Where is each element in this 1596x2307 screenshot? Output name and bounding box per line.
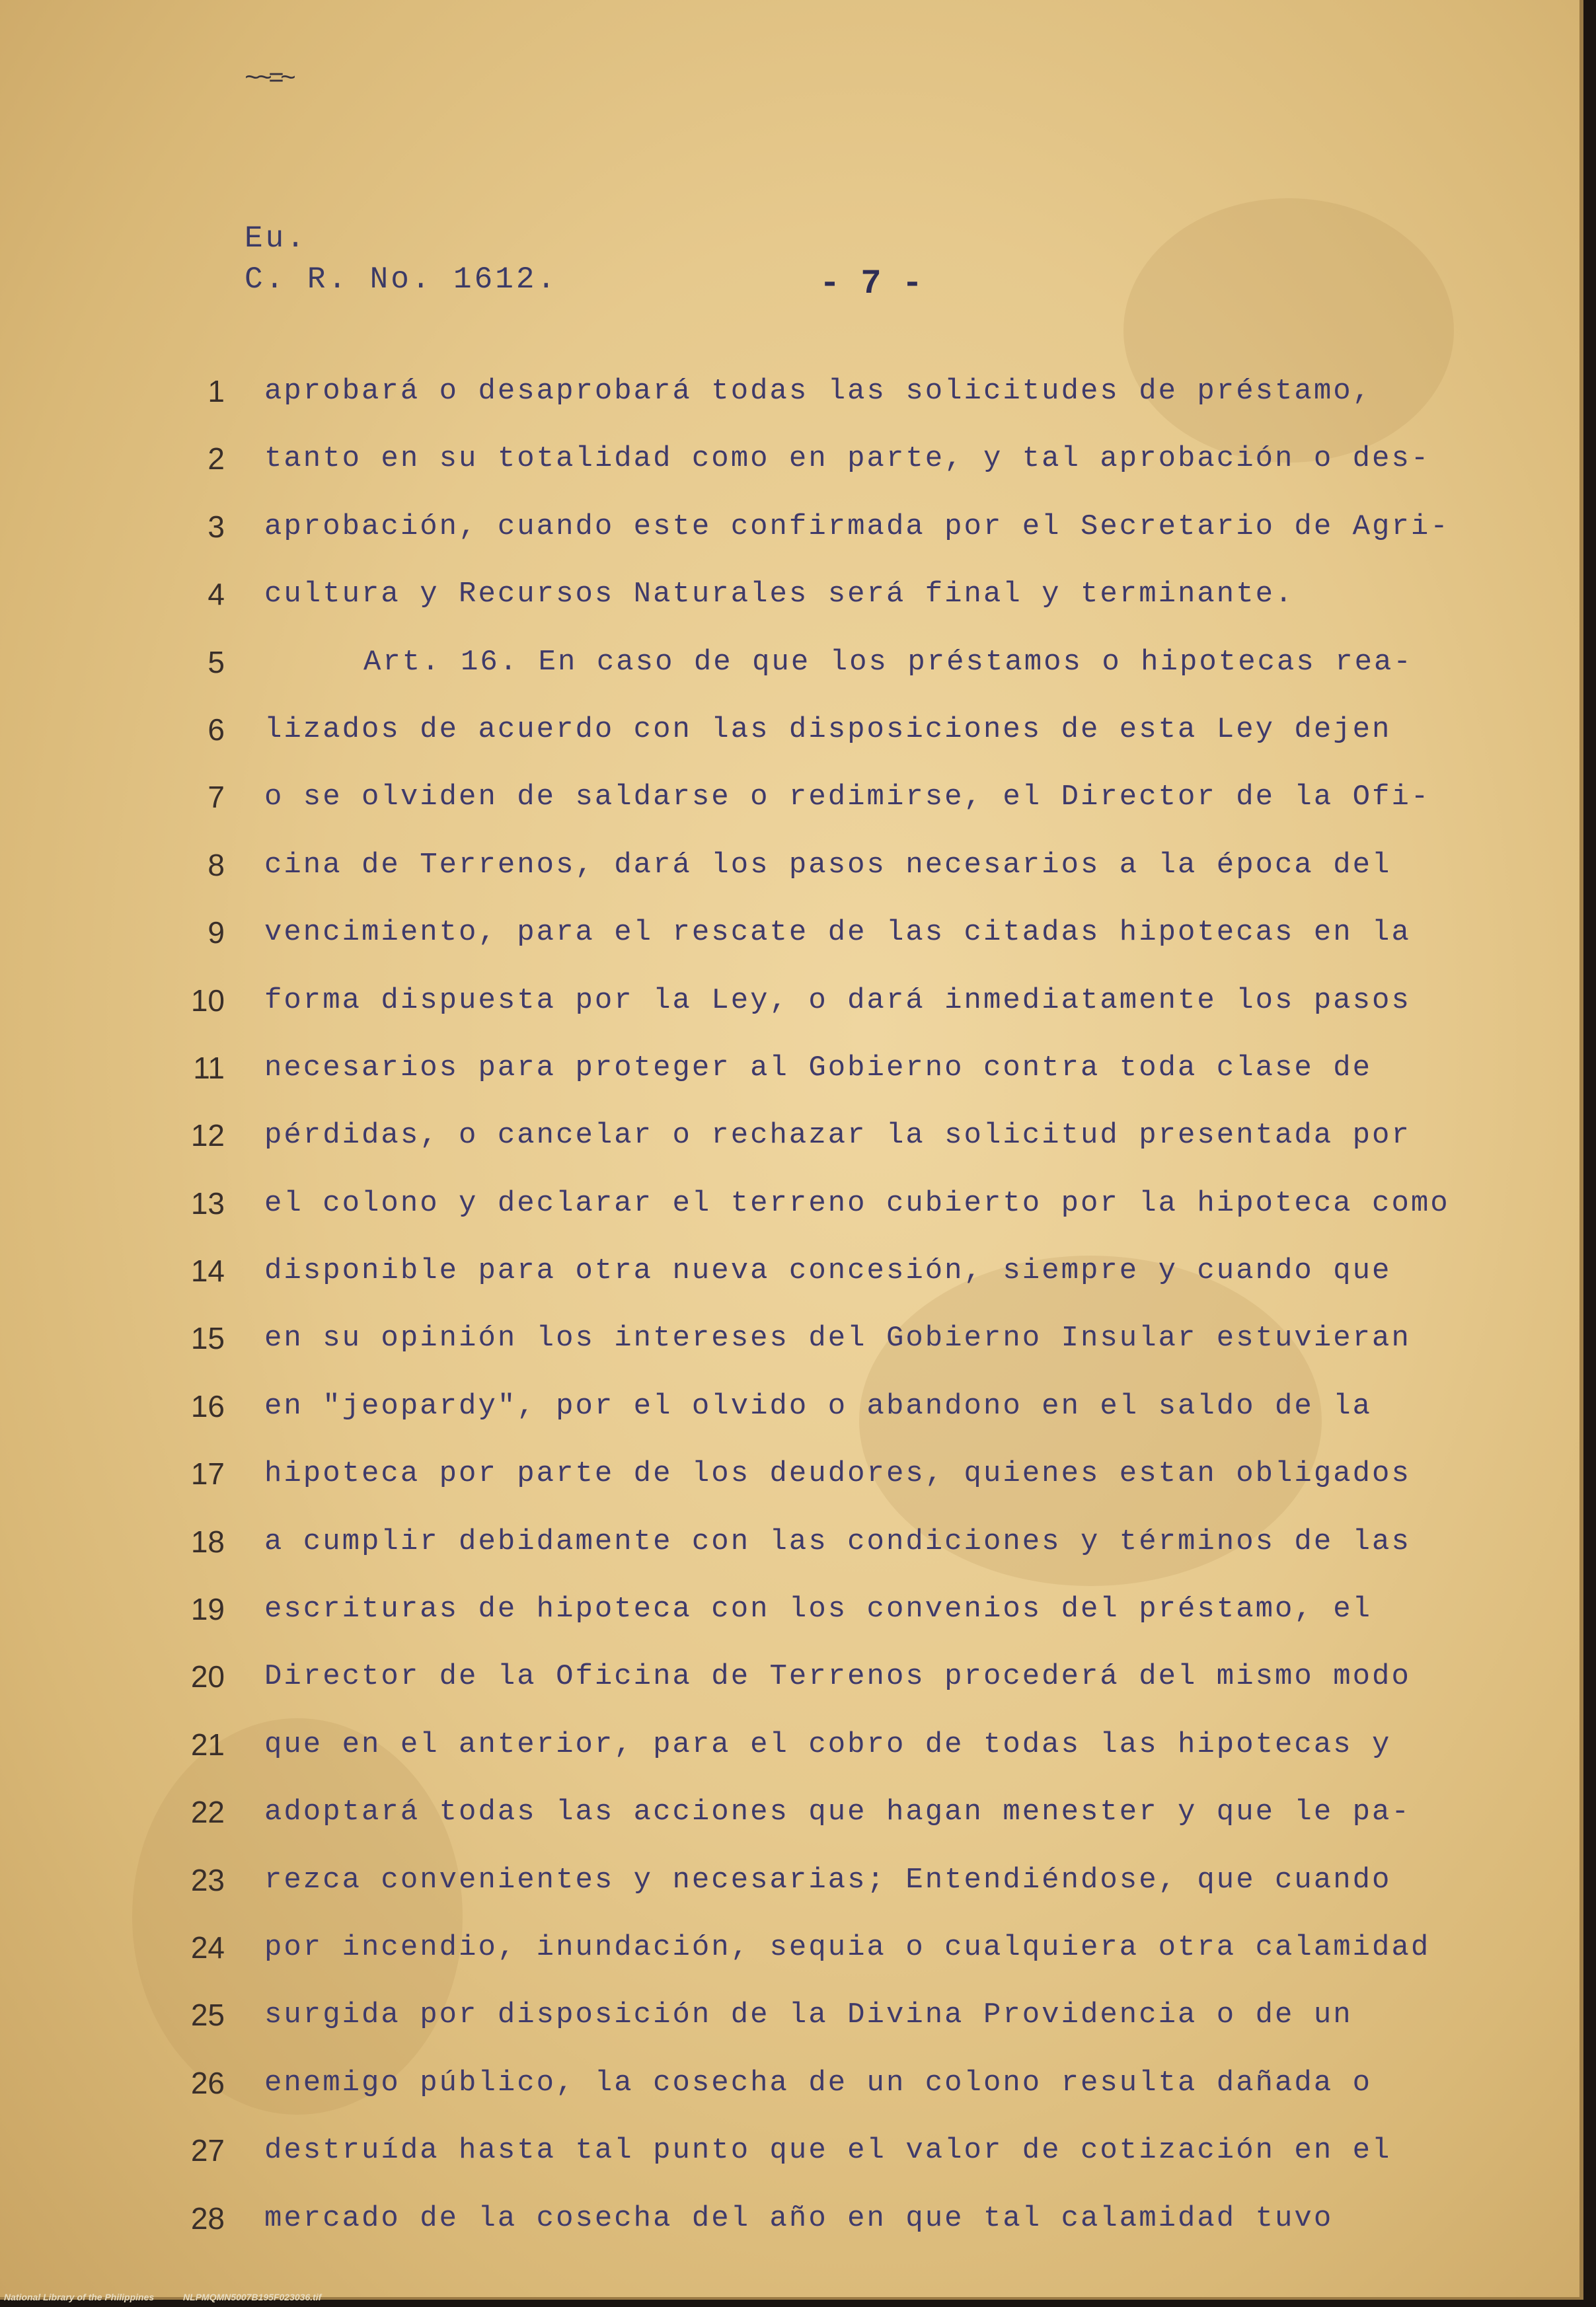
text-line — [0, 1454, 1579, 1521]
text-line — [0, 2131, 1579, 2198]
text-line — [0, 710, 1579, 777]
line-text: aprobación, cuando este confirmada por el Secretario de Agri- — [264, 510, 1450, 543]
text-line — [0, 507, 1579, 574]
text-line — [0, 1522, 1579, 1589]
line-text: aprobará o desaprobará todas las solicitudes de préstamo, — [264, 375, 1373, 408]
line-text: forma dispuesta por la Ley, o dará inmediatamente los pasos — [264, 983, 1411, 1017]
line-number: 2 — [208, 441, 225, 476]
line-text: hipoteca por parte de los deudores, quienes estan obligados — [264, 1457, 1411, 1491]
line-text: surgida por disposición de la Divina Providencia o de un — [264, 1998, 1353, 2032]
line-number: 16 — [190, 1388, 225, 1423]
text-line — [0, 845, 1579, 913]
line-number: 7 — [208, 780, 225, 815]
text-line — [0, 1116, 1579, 1183]
text-line — [0, 1318, 1579, 1386]
numbered-lines — [0, 371, 1579, 2266]
line-number: 1 — [208, 374, 225, 408]
text-line — [0, 777, 1579, 845]
line-text: el colono y declarar el terreno cubierto por la hipoteca como — [264, 1186, 1450, 1220]
line-number: 27 — [190, 2133, 225, 2168]
line-text: necesarios para proteger al Gobierno contra toda clase de — [264, 1051, 1373, 1084]
line-number: 21 — [190, 1727, 225, 1762]
header-reference: C. R. No. 1612. — [245, 262, 558, 297]
text-line — [0, 981, 1579, 1048]
line-text: enemigo público, la cosecha de un colono resulta dañada o — [264, 2066, 1373, 2099]
text-line — [0, 1928, 1579, 1995]
page-number: - 7 - — [819, 264, 923, 303]
line-text: adoptará todas las acciones que hagan menester y que le pa- — [264, 1796, 1411, 1829]
text-line — [0, 1251, 1579, 1318]
line-text: que en el anterior, para el cobro de todas las hipotecas y — [264, 1727, 1392, 1761]
line-text: mercado de la cosecha del año en que tal calamidad tuvo — [264, 2201, 1334, 2235]
text-line — [0, 642, 1579, 710]
line-number: 25 — [190, 1998, 225, 2033]
line-number: 15 — [190, 1321, 225, 1356]
line-text: cina de Terrenos, dará los pasos necesarios a la época del — [264, 848, 1392, 882]
line-number: 17 — [190, 1456, 225, 1492]
text-line — [0, 1792, 1579, 1860]
line-number: 20 — [190, 1659, 225, 1694]
text-line — [0, 1184, 1579, 1251]
text-line — [0, 371, 1579, 439]
line-text: en su opinión los intereses del Gobierno Insular estuvieran — [264, 1322, 1411, 1355]
line-number: 18 — [190, 1524, 225, 1559]
ink-smudge: ~~=~ — [245, 65, 293, 95]
text-line — [0, 1725, 1579, 1792]
line-text: por incendio, inundación, sequia o cualquiera otra calamidad — [264, 1930, 1431, 1964]
line-text: escrituras de hipoteca con los convenios del préstamo, el — [264, 1593, 1373, 1626]
line-text: cultura y Recursos Naturales será final y terminante. — [264, 578, 1295, 611]
scan-footer — [0, 2288, 1596, 2307]
line-text: lizados de acuerdo con las disposiciones de esta Ley dejen — [264, 712, 1392, 746]
line-text: pérdidas, o cancelar o rechazar la solicitud presentada por — [264, 1119, 1411, 1153]
line-number: 13 — [190, 1186, 225, 1221]
line-text: tanto en su totalidad como en parte, y tal aprobación o des- — [264, 442, 1431, 476]
line-number: 24 — [190, 1930, 225, 1965]
line-number: 23 — [190, 1862, 225, 1897]
text-line — [0, 913, 1579, 980]
document-header — [245, 218, 558, 300]
line-text: disponible para otra nueva concesión, siempre y cuando que — [264, 1254, 1392, 1288]
text-line — [0, 2063, 1579, 2131]
line-number: 4 — [208, 577, 225, 612]
header-initials: Eu. — [245, 221, 307, 256]
text-line — [0, 1995, 1579, 2062]
line-text: rezca convenientes y necesarias; Entendiéndose, que cuando — [264, 1863, 1392, 1897]
line-number: 11 — [193, 1050, 225, 1085]
line-number: 28 — [190, 2201, 225, 2236]
text-line — [0, 1657, 1579, 1724]
line-number: 19 — [190, 1592, 225, 1627]
line-text: destruída hasta tal punto que el valor de cotización en el — [264, 2134, 1392, 2168]
text-line — [0, 1386, 1579, 1454]
text-line — [0, 439, 1579, 506]
line-number: 5 — [208, 644, 225, 679]
line-text: Director de la Oficina de Terrenos procederá del mismo modo — [264, 1660, 1411, 1694]
text-line — [0, 2199, 1579, 2266]
line-number: 3 — [208, 509, 225, 544]
line-text: a cumplir debidamente con las condiciones y términos de las — [264, 1525, 1411, 1558]
line-number: 9 — [208, 915, 225, 950]
library-credit: National Library of the Philippines — [4, 2292, 155, 2302]
text-line — [0, 1589, 1579, 1657]
text-line — [0, 1860, 1579, 1928]
line-number: 26 — [190, 2065, 225, 2100]
text-line — [0, 574, 1579, 642]
line-number: 22 — [190, 1795, 225, 1830]
line-text: o se olviden de saldarse o redimirse, el Director de la Ofi- — [264, 780, 1431, 814]
line-text: en "jeopardy", por el olvido o abandono en el saldo de la — [264, 1389, 1373, 1423]
article-heading-line: Art. 16. En caso de que los préstamos o hipotecas rea- — [363, 645, 1413, 679]
line-number: 10 — [190, 983, 225, 1018]
text-line — [0, 1048, 1579, 1116]
line-text: vencimiento, para el rescate de las citadas hipotecas en la — [264, 916, 1411, 950]
line-number: 6 — [208, 712, 225, 747]
line-number: 8 — [208, 847, 225, 882]
line-number: 14 — [190, 1254, 225, 1289]
scan-filename: NLPMQMN5007B195F023036.tif — [183, 2292, 322, 2302]
line-number: 12 — [190, 1118, 225, 1153]
